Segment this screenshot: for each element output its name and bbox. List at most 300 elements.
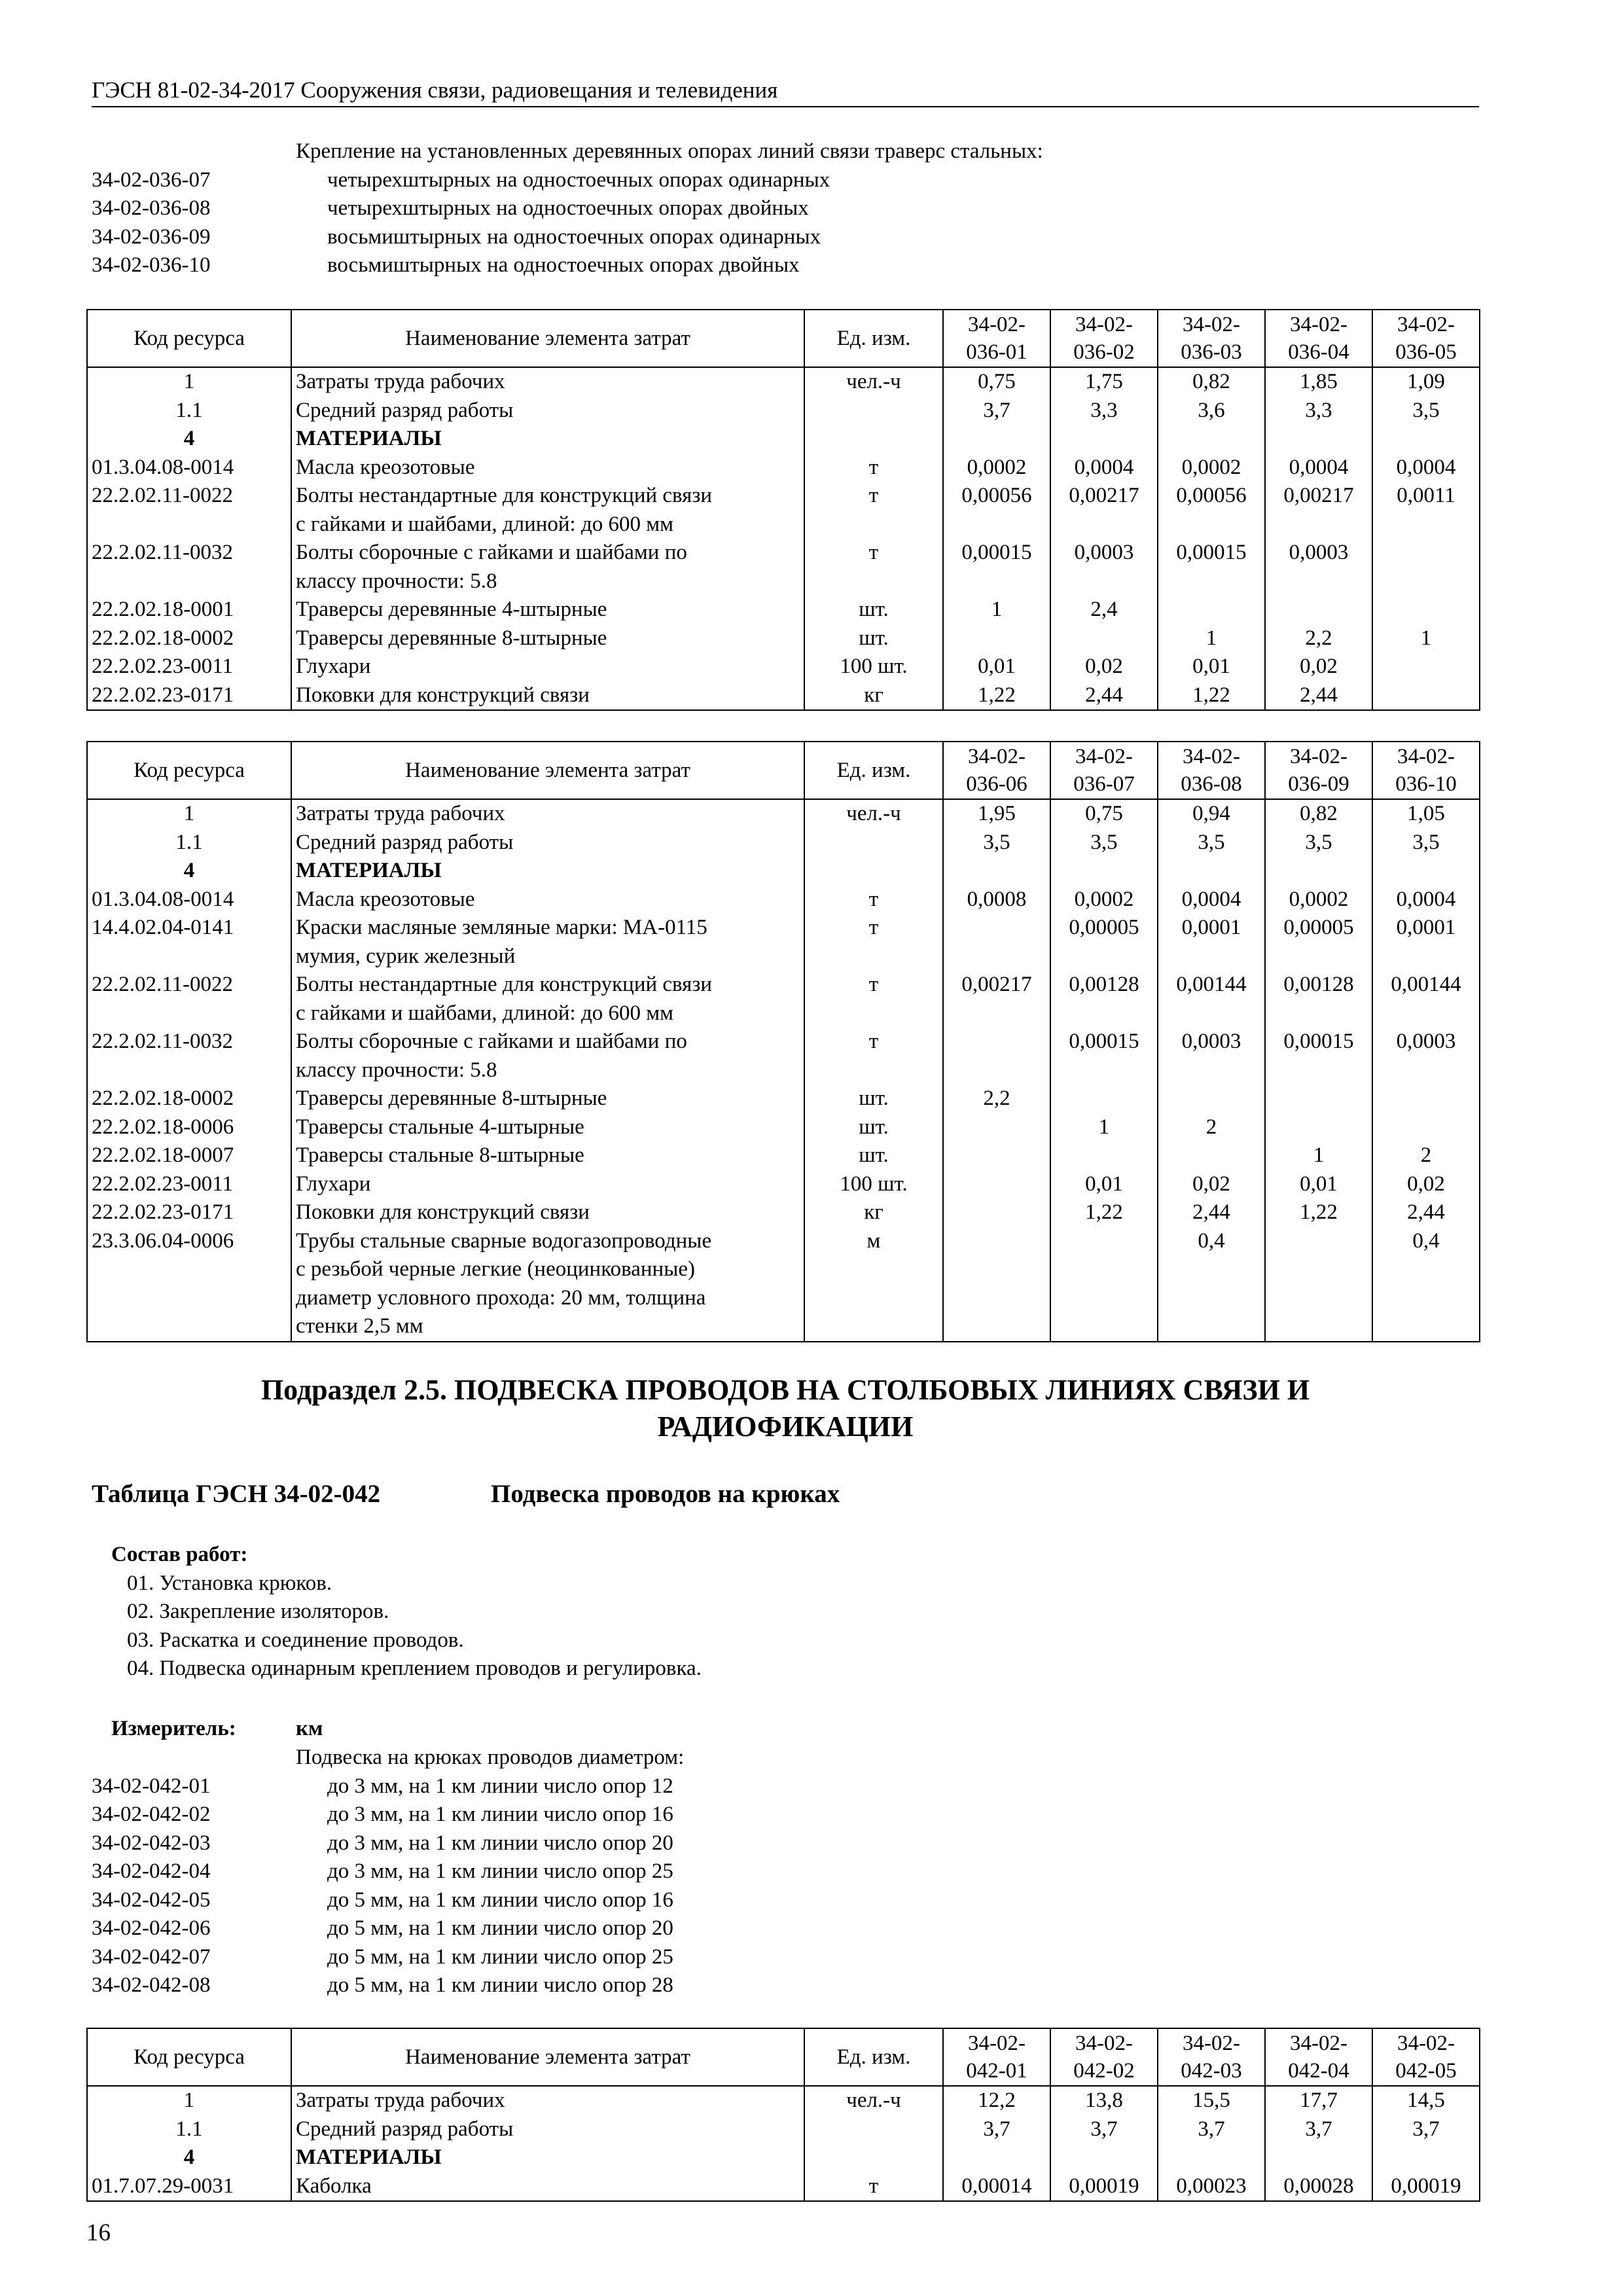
resource-table-042-01-05 — [86, 2028, 1480, 2202]
resource-name-line: с гайками и шайбами, длиной: до 600 мм — [296, 1001, 674, 1025]
norm-code: 34-02-042-06 — [92, 1916, 211, 1940]
header-norm-code-part: 34-02- — [1397, 2032, 1455, 2055]
resource-value: 0,0002 — [1050, 886, 1158, 914]
resource-value: 0,75 — [943, 367, 1050, 397]
table-row — [87, 914, 1480, 971]
resource-name — [291, 1141, 804, 1170]
table-row — [87, 1170, 1480, 1199]
page-number: 16 — [86, 2219, 111, 2246]
resource-name — [291, 596, 804, 624]
resource-value — [1158, 1085, 1265, 1113]
resource-code: 22.2.02.23-0011 — [87, 1170, 291, 1199]
resource-code: 1 — [87, 2086, 291, 2115]
resource-name-line: диаметр условного прохода: 20 мм, толщина — [296, 1285, 706, 1310]
header-norm-code-part: 34-02- — [968, 313, 1026, 336]
resource-value: 1,85 — [1265, 367, 1372, 397]
work-item: 01. Установка крюков. — [127, 1571, 332, 1595]
resource-name — [291, 857, 804, 886]
header-norm-code-part: 036-03 — [1181, 340, 1242, 364]
header-code: Код ресурса — [87, 742, 291, 799]
table-row — [87, 1198, 1480, 1227]
resource-name-line: Масла креозотовые — [296, 887, 475, 911]
resource-unit: 100 шт. — [804, 653, 943, 681]
resource-value: 0,0008 — [943, 886, 1050, 914]
resource-name-line: МАТЕРИАЛЫ — [296, 427, 442, 450]
resource-name-line: Траверсы деревянные 8-штырные — [296, 626, 607, 650]
resource-value — [1158, 1141, 1265, 1170]
norm-description: восьмиштырных на одностоечных опорах двойных — [327, 253, 800, 277]
resource-value: 0,0004 — [1158, 886, 1265, 914]
resource-name-line: классу прочности: 5.8 — [296, 1058, 497, 1082]
resource-value: 0,4 — [1372, 1227, 1480, 1342]
norm-code: 34-02-042-03 — [92, 1831, 211, 1855]
resource-value: 13,8 — [1050, 2086, 1158, 2115]
norm-code: 34-02-042-01 — [92, 1774, 211, 1798]
table-row — [87, 1227, 1480, 1342]
resource-code: 22.2.02.18-0002 — [87, 624, 291, 653]
resource-value: 1,22 — [1158, 681, 1265, 711]
header-norm-code — [1265, 310, 1372, 367]
resource-value: 15,5 — [1158, 2086, 1265, 2115]
resource-value: 0,00056 — [943, 482, 1050, 539]
resource-value: 2,2 — [1265, 624, 1372, 653]
header-norm-code — [1372, 742, 1480, 799]
resource-value: 0,0001 — [1372, 914, 1480, 971]
resource-code: 22.2.02.18-0007 — [87, 1141, 291, 1170]
resource-value: 3,7 — [943, 397, 1050, 425]
resource-value — [1265, 1085, 1372, 1113]
resource-code: 1.1 — [87, 397, 291, 425]
resource-value: 2,44 — [1050, 681, 1158, 711]
resource-name — [291, 914, 804, 971]
resource-value: 2,44 — [1158, 1198, 1265, 1227]
resource-name-line: Средний разряд работы — [296, 830, 514, 854]
resource-value — [1372, 539, 1480, 596]
table-name: Подвеска проводов на крюках — [491, 1480, 840, 1508]
resource-name-line: Затраты труда рабочих — [296, 370, 505, 393]
table-row — [87, 539, 1480, 596]
resource-value: 0,0004 — [1372, 886, 1480, 914]
header-norm-code-part: 036-02 — [1073, 340, 1135, 364]
resource-value — [1050, 624, 1158, 653]
resource-code: 14.4.02.04-0141 — [87, 914, 291, 971]
header-norm-code-part: 34-02- — [1183, 745, 1240, 768]
resource-value — [1050, 2144, 1158, 2172]
resource-name-line: Болты сборочные с гайками и шайбами по — [296, 1030, 687, 1053]
resource-value — [1265, 2144, 1372, 2172]
table-row — [87, 482, 1480, 539]
work-composition-label: Состав работ: — [111, 1543, 248, 1566]
header-unit: Ед. изм. — [804, 2028, 943, 2086]
header-norm-code — [943, 2028, 1050, 2086]
table-row — [87, 2144, 1480, 2172]
resource-value: 0,00019 — [1372, 2172, 1480, 2202]
resource-value: 2,4 — [1050, 596, 1158, 624]
resource-code: 22.2.02.23-0171 — [87, 1198, 291, 1227]
resource-value: 3,5 — [943, 829, 1050, 857]
resource-value — [943, 425, 1050, 454]
resource-name — [291, 1227, 804, 1342]
table-row — [87, 857, 1480, 886]
resource-code: 4 — [87, 425, 291, 454]
resource-code: 22.2.02.18-0006 — [87, 1113, 291, 1142]
resource-name-line: классу прочности: 5.8 — [296, 569, 497, 593]
resource-value: 0,01 — [1158, 653, 1265, 681]
resource-value: 1 — [1265, 1141, 1372, 1170]
resource-name-line: с гайками и шайбами, длиной: до 600 мм — [296, 512, 674, 536]
resource-name-line: Траверсы стальные 8-штырные — [296, 1143, 584, 1167]
resource-value: 0,0004 — [1265, 454, 1372, 482]
resource-value: 3,5 — [1050, 829, 1158, 857]
resource-value: 0,0003 — [1050, 539, 1158, 596]
resource-name — [291, 2172, 804, 2202]
norm-description: до 5 мм, на 1 км линии число опор 20 — [327, 1916, 673, 1940]
header-norm-code-part: 34-02- — [968, 745, 1026, 768]
resource-value: 17,7 — [1265, 2086, 1372, 2115]
resource-name-line: Средний разряд работы — [296, 398, 514, 422]
resource-unit — [804, 829, 943, 857]
resource-code: 1.1 — [87, 829, 291, 857]
resource-value: 3,7 — [1265, 2115, 1372, 2144]
list-item — [92, 1943, 1479, 1972]
resource-value: 0,00023 — [1158, 2172, 1265, 2202]
meter-label: Измеритель: — [111, 1717, 236, 1740]
resource-code: 4 — [87, 2144, 291, 2172]
resource-name-line: Глухари — [296, 1172, 371, 1196]
header-norm-code-part: 34-02- — [1397, 745, 1455, 768]
header-norm-code-part: 042-05 — [1395, 2059, 1457, 2083]
table-row — [87, 886, 1480, 914]
resource-name — [291, 971, 804, 1028]
resource-name — [291, 454, 804, 482]
resource-value: 0,82 — [1158, 367, 1265, 397]
resource-value: 3,3 — [1265, 397, 1372, 425]
resource-unit: т — [804, 454, 943, 482]
resource-code: 22.2.02.11-0022 — [87, 482, 291, 539]
header-norm-code-part: 34-02- — [1183, 313, 1240, 336]
header-norm-code — [1158, 742, 1265, 799]
resource-unit — [804, 425, 943, 454]
table-row — [87, 1113, 1480, 1142]
list-item — [92, 1886, 1479, 1915]
resource-value: 3,5 — [1265, 829, 1372, 857]
resource-name-line: Глухари — [296, 655, 371, 678]
resource-code: 22.2.02.23-0171 — [87, 681, 291, 711]
resource-value: 3,3 — [1050, 397, 1158, 425]
resource-unit: чел.-ч — [804, 799, 943, 829]
resource-value: 0,00128 — [1265, 971, 1372, 1028]
header-code: Код ресурса — [87, 310, 291, 367]
resource-value — [943, 1227, 1050, 1342]
header-norm-code-part: 34-02- — [968, 2032, 1026, 2055]
header-unit: Ед. изм. — [804, 742, 943, 799]
resource-name-line: Трубы стальные сварные водогазопроводные — [296, 1229, 712, 1253]
resource-value: 0,00015 — [1265, 1028, 1372, 1085]
resource-name-line: Болты нестандартные для конструкций связи — [296, 484, 713, 507]
resource-name — [291, 681, 804, 711]
table-number: Таблица ГЭСН 34-02-042 — [92, 1480, 381, 1508]
resource-value: 2 — [1372, 1141, 1480, 1170]
table-header-row — [87, 310, 1480, 367]
norm-code: 34-02-042-05 — [92, 1888, 211, 1912]
resource-value: 0,00217 — [943, 971, 1050, 1028]
resource-value — [943, 2144, 1050, 2172]
resource-name — [291, 539, 804, 596]
resource-value: 3,5 — [1158, 829, 1265, 857]
resource-value: 0,4 — [1158, 1227, 1265, 1342]
norm-code: 34-02-042-04 — [92, 1859, 211, 1883]
table-row — [87, 397, 1480, 425]
header-norm-code — [1050, 742, 1158, 799]
resource-unit: т — [804, 914, 943, 971]
table-row — [87, 681, 1480, 711]
header-norm-code-part: 042-03 — [1181, 2059, 1242, 2083]
resource-name-line: Затраты труда рабочих — [296, 802, 505, 825]
resource-name-line: мумия, сурик железный — [296, 944, 516, 968]
header-norm-code — [1265, 2028, 1372, 2086]
resource-value — [1372, 681, 1480, 711]
resource-unit: т — [804, 886, 943, 914]
list-lead: Крепление на установленных деревянных опорах линий связи траверс стальных: — [296, 139, 1043, 163]
header-norm-code-part: 34-02- — [1075, 2032, 1133, 2055]
resource-name-line: МАТЕРИАЛЫ — [296, 2145, 442, 2169]
resource-name-line: Болты сборочные с гайками и шайбами по — [296, 541, 687, 564]
resource-value: 1 — [943, 596, 1050, 624]
resource-name — [291, 829, 804, 857]
resource-name-line: с резьбой черные легкие (неоцинкованные) — [296, 1257, 696, 1281]
table-row — [87, 2172, 1480, 2202]
resource-value — [943, 914, 1050, 971]
resource-name-line: МАТЕРИАЛЫ — [296, 859, 442, 882]
resource-name — [291, 2086, 804, 2115]
norm-description: до 3 мм, на 1 км линии число опор 20 — [327, 1831, 673, 1855]
resource-name-line: Поковки для конструкций связи — [296, 1200, 590, 1224]
resource-table-036-06-10 — [86, 741, 1480, 1342]
resource-value: 3,7 — [1372, 2115, 1480, 2144]
table-row — [87, 653, 1480, 681]
resource-value: 0,02 — [1372, 1170, 1480, 1199]
resource-code: 22.2.02.11-0032 — [87, 539, 291, 596]
header-norm-code-part: 036-04 — [1288, 340, 1349, 364]
resource-name — [291, 624, 804, 653]
resource-value: 3,7 — [1158, 2115, 1265, 2144]
resource-name-line: Затраты труда рабочих — [296, 2089, 505, 2112]
resource-value: 0,00144 — [1372, 971, 1480, 1028]
resource-value — [943, 1113, 1050, 1142]
norm-description: до 5 мм, на 1 км линии число опор 16 — [327, 1888, 673, 1912]
table-header-row — [87, 2028, 1480, 2086]
resource-unit: чел.-ч — [804, 2086, 943, 2115]
list-item — [92, 194, 1479, 223]
resource-name — [291, 482, 804, 539]
resource-value: 0,00015 — [1050, 1028, 1158, 1085]
resource-value: 1,05 — [1372, 799, 1480, 829]
resource-code: 22.2.02.11-0032 — [87, 1028, 291, 1085]
norm-description: до 3 мм, на 1 км линии число опор 25 — [327, 1859, 673, 1883]
resource-unit: т — [804, 482, 943, 539]
resource-value: 0,00128 — [1050, 971, 1158, 1028]
resource-value: 3,5 — [1372, 397, 1480, 425]
header-name: Наименование элемента затрат — [291, 310, 804, 367]
resource-unit: шт. — [804, 596, 943, 624]
resource-value: 0,01 — [943, 653, 1050, 681]
norm-code: 34-02-036-09 — [92, 224, 211, 249]
header-norm-code-part: 036-01 — [966, 340, 1027, 364]
resource-value — [943, 1170, 1050, 1199]
resource-value: 0,0004 — [1372, 454, 1480, 482]
resource-value — [1372, 1113, 1480, 1142]
resource-value: 3,7 — [1050, 2115, 1158, 2144]
norm-code: 34-02-042-02 — [92, 1803, 211, 1826]
resource-value — [1265, 1113, 1372, 1142]
resource-value: 1 — [1158, 624, 1265, 653]
resource-name — [291, 653, 804, 681]
table-row — [87, 454, 1480, 482]
resource-value — [1372, 596, 1480, 624]
resource-code: 22.2.02.18-0001 — [87, 596, 291, 624]
resource-value: 3,6 — [1158, 397, 1265, 425]
resource-value: 0,0003 — [1372, 1028, 1480, 1085]
resource-value: 3,5 — [1372, 829, 1480, 857]
resource-code: 22.2.02.23-0011 — [87, 653, 291, 681]
header-norm-code — [1265, 742, 1372, 799]
table-row — [87, 1028, 1480, 1085]
table-row — [87, 2086, 1480, 2115]
header-norm-code — [1050, 310, 1158, 367]
header-norm-code-part: 042-04 — [1288, 2059, 1349, 2083]
header-norm-code-part: 042-01 — [966, 2059, 1027, 2083]
resource-name-line: Поковки для конструкций связи — [296, 683, 590, 707]
resource-value: 0,02 — [1158, 1170, 1265, 1199]
resource-name-line: Траверсы деревянные 4-штырные — [296, 598, 607, 621]
table-row — [87, 425, 1480, 454]
table-row — [87, 367, 1480, 397]
resource-value: 0,02 — [1050, 653, 1158, 681]
resource-value: 0,00005 — [1050, 914, 1158, 971]
resource-value: 0,0003 — [1265, 539, 1372, 596]
resource-value — [943, 1141, 1050, 1170]
resource-value — [1158, 596, 1265, 624]
resource-value — [1265, 1227, 1372, 1342]
resource-value — [1050, 1141, 1158, 1170]
header-norm-code — [1158, 2028, 1265, 2086]
resource-unit: шт. — [804, 624, 943, 653]
resource-name — [291, 1113, 804, 1142]
list-item — [92, 1829, 1479, 1858]
list-item — [92, 1772, 1479, 1801]
table-row — [87, 596, 1480, 624]
resource-value: 1,22 — [943, 681, 1050, 711]
header-norm-code-part: 042-02 — [1073, 2059, 1135, 2083]
resource-value — [1372, 857, 1480, 886]
resource-value: 0,01 — [1265, 1170, 1372, 1199]
resource-value: 0,75 — [1050, 799, 1158, 829]
header-norm-code-part: 34-02- — [1397, 313, 1455, 336]
header-norm-code-part: 036-06 — [966, 772, 1027, 796]
resource-name — [291, 397, 804, 425]
resource-unit: чел.-ч — [804, 367, 943, 397]
table-row — [87, 1141, 1480, 1170]
resource-value — [1372, 653, 1480, 681]
resource-value: 1,75 — [1050, 367, 1158, 397]
subsection-title: Подраздел 2.5. ПОДВЕСКА ПРОВОДОВ НА СТОЛБОВЫХ ЛИНИЯХ СВЯЗИ И РАДИОФИКАЦИИ — [260, 1374, 1310, 1443]
norm-description: четырехштырных на одностоечных опорах одинарных — [327, 168, 830, 192]
resource-name-line: стенки 2,5 мм — [296, 1314, 423, 1338]
resource-code: 23.3.06.04-0006 — [87, 1227, 291, 1342]
resource-code: 01.3.04.08-0014 — [87, 454, 291, 482]
work-item: 03. Раскатка и соединение проводов. — [127, 1628, 464, 1652]
resource-value: 2 — [1158, 1113, 1265, 1142]
norm-code: 34-02-042-07 — [92, 1945, 211, 1969]
resource-name-line: Траверсы стальные 4-штырные — [296, 1115, 584, 1139]
resource-name — [291, 2144, 804, 2172]
list-item — [92, 223, 1479, 252]
resource-value: 3,7 — [943, 2115, 1050, 2144]
header-norm-code-part: 036-09 — [1288, 772, 1349, 796]
resource-value: 0,0011 — [1372, 482, 1480, 539]
header-norm-code — [1158, 310, 1265, 367]
resource-value: 1,22 — [1265, 1198, 1372, 1227]
work-item: 02. Закрепление изоляторов. — [127, 1600, 389, 1623]
resource-value: 2,2 — [943, 1085, 1050, 1113]
resource-value: 0,00015 — [943, 539, 1050, 596]
list-lead: Подвеска на крюках проводов диаметром: — [296, 1746, 685, 1769]
resource-value: 0,82 — [1265, 799, 1372, 829]
resource-unit: т — [804, 539, 943, 596]
norm-description: до 3 мм, на 1 км линии число опор 16 — [327, 1803, 673, 1826]
work-composition — [111, 1541, 702, 1683]
resource-value: 1,22 — [1050, 1198, 1158, 1227]
resource-name — [291, 367, 804, 397]
resource-value: 0,00015 — [1158, 539, 1265, 596]
resource-value: 0,00056 — [1158, 482, 1265, 539]
resource-code: 1.1 — [87, 2115, 291, 2144]
resource-value: 2,44 — [1265, 681, 1372, 711]
running-header: ГЭСН 81-02-34-2017 Сооружения связи, радиовещания и телевидения — [92, 76, 1479, 107]
header-norm-code-part: 34-02- — [1183, 2032, 1240, 2055]
resource-code: 1 — [87, 367, 291, 397]
header-norm-code — [1050, 2028, 1158, 2086]
resource-value: 0,00217 — [1265, 482, 1372, 539]
resource-name — [291, 1085, 804, 1113]
table-row — [87, 799, 1480, 829]
norm-code: 34-02-036-10 — [92, 253, 211, 277]
resource-value: 0,01 — [1050, 1170, 1158, 1199]
list-item — [92, 166, 1479, 195]
resource-code: 22.2.02.18-0002 — [87, 1085, 291, 1113]
table-row — [87, 971, 1480, 1028]
resource-unit: кг — [804, 681, 943, 711]
resource-value: 0,0004 — [1050, 454, 1158, 482]
resource-unit: шт. — [804, 1085, 943, 1113]
resource-name — [291, 1170, 804, 1199]
resource-value: 0,00014 — [943, 2172, 1050, 2202]
resource-name — [291, 1028, 804, 1085]
work-item: 04. Подвеска одинарным креплением проводов и регулировка. — [127, 1657, 702, 1680]
table-row — [87, 829, 1480, 857]
norm-code: 34-02-042-08 — [92, 1973, 211, 1997]
norm-code: 34-02-036-08 — [92, 196, 211, 220]
list-item — [92, 1801, 1479, 1829]
list-item — [92, 1914, 1479, 1943]
resource-unit — [804, 2115, 943, 2144]
resource-value: 1 — [1050, 1113, 1158, 1142]
list-item — [92, 251, 1479, 280]
header-norm-code-part: 34-02- — [1290, 313, 1347, 336]
resource-value — [1158, 857, 1265, 886]
resource-name — [291, 1198, 804, 1227]
resource-value: 12,2 — [943, 2086, 1050, 2115]
